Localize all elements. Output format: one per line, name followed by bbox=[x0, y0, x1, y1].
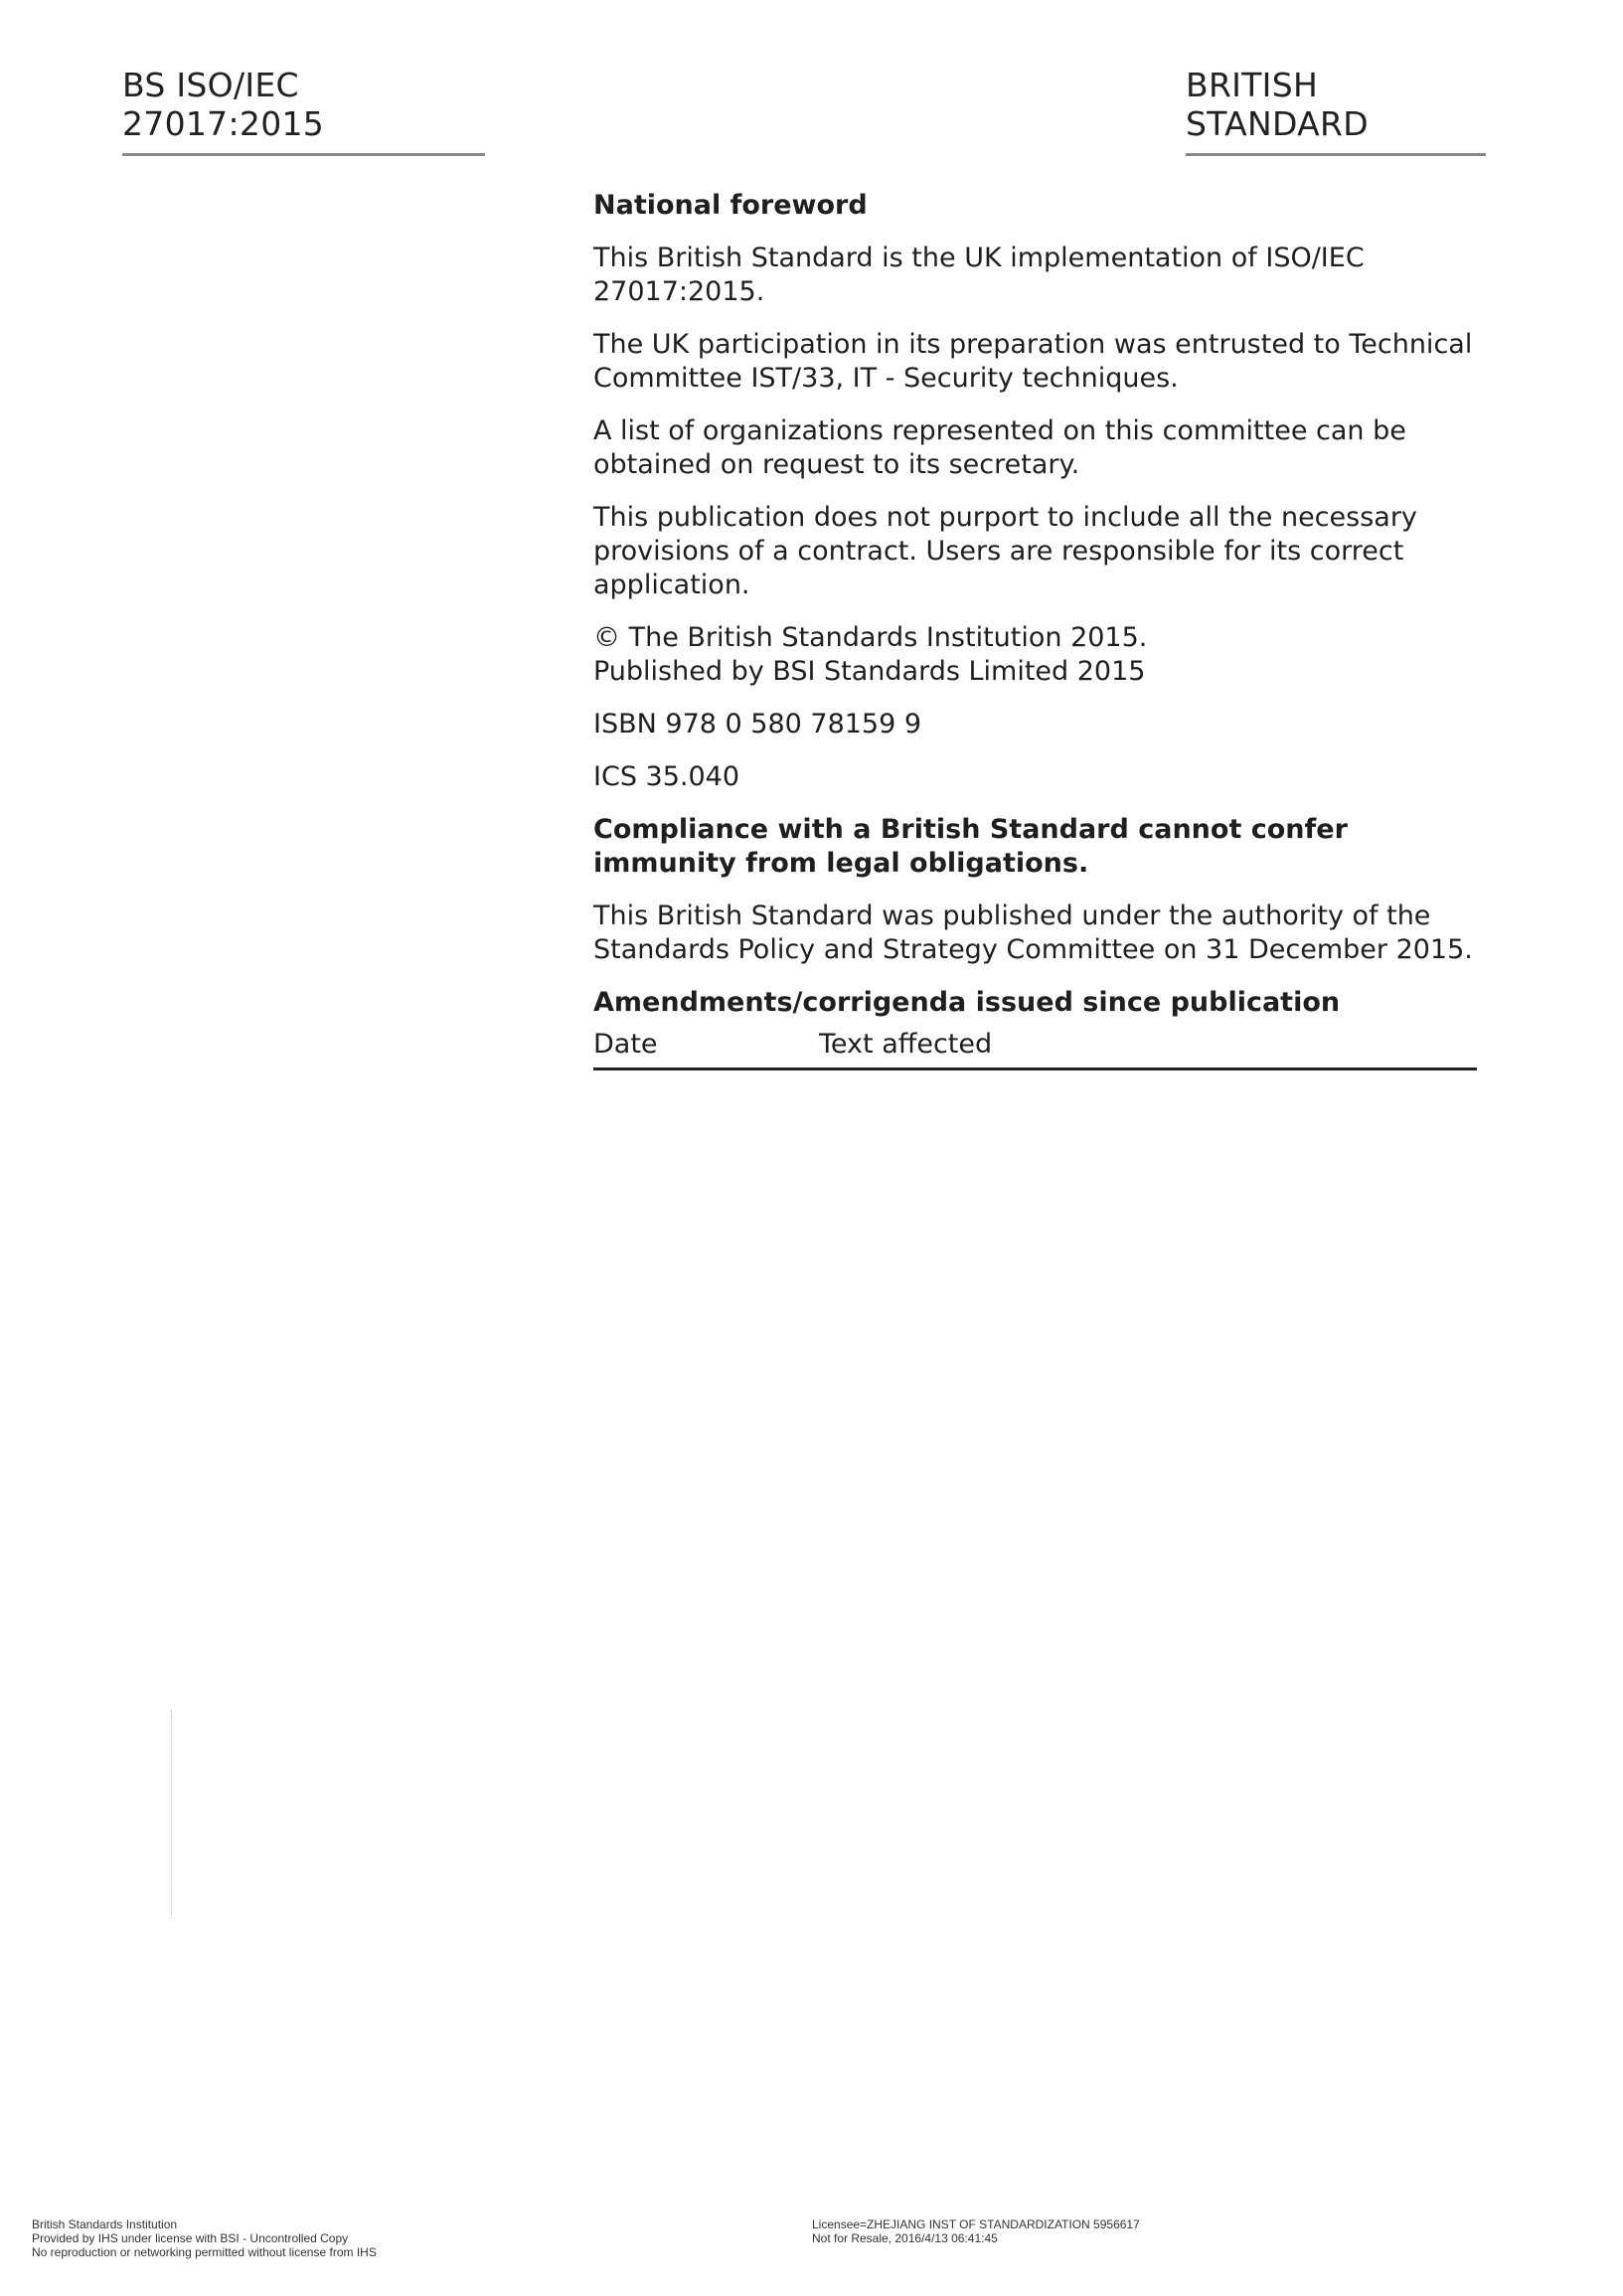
authority-statement: This British Standard was published under the authority of the Standards Policy and Strategy Committee on 31 December 2015. bbox=[593, 901, 1473, 965]
footer-left-line: British Standards Institution bbox=[32, 2217, 178, 2231]
footer-right-line: Licensee=ZHEJIANG INST OF STANDARDIZATION 5956617 bbox=[812, 2217, 1140, 2231]
footer-right-line: Not for Resale, 2016/4/13 06:41:45 bbox=[812, 2231, 998, 2245]
amendments-column-date: Date bbox=[593, 1029, 658, 1060]
footer-left bbox=[32, 2217, 377, 2259]
footer-right bbox=[812, 2217, 1140, 2245]
publisher-line: Published by BSI Standards Limited 2015 bbox=[593, 656, 1146, 687]
foreword-paragraph: The UK participation in its preparation was entrusted to Technical Committee IST/33, IT - Security techniques. bbox=[593, 329, 1473, 394]
margin-scan-marks bbox=[171, 1710, 184, 1918]
foreword-title: National foreword bbox=[593, 190, 868, 221]
compliance-notice: Compliance with a British Standard cannot confer immunity from legal obligations. bbox=[593, 814, 1348, 879]
isbn-line: ISBN 978 0 580 78159 9 bbox=[593, 709, 922, 739]
amendments-table-header bbox=[593, 1028, 1477, 1070]
series-label-header: BRITISH STANDARD bbox=[1186, 66, 1486, 156]
ics-line: ICS 35.040 bbox=[593, 761, 740, 792]
amendments-column-text-affected: Text affected bbox=[819, 1029, 993, 1060]
copyright-block bbox=[593, 621, 1488, 689]
foreword-paragraph: A list of organizations represented on this committee can be obtained on request to its secretary. bbox=[593, 415, 1406, 480]
document-id-header: BS ISO/IEC 27017:2015 bbox=[122, 66, 485, 156]
copyright-line: © The British Standards Institution 2015. bbox=[593, 622, 1148, 653]
amendments-title: Amendments/corrigenda issued since publication bbox=[593, 987, 1341, 1018]
foreword-paragraph: This British Standard is the UK implementation of ISO/IEC 27017:2015. bbox=[593, 243, 1365, 307]
foreword-paragraph: This publication does not purport to include all the necessary provisions of a contract. Users are responsible for its correct application. bbox=[593, 502, 1417, 600]
footer-left-line: Provided by IHS under license with BSI - Uncontrolled Copy bbox=[32, 2231, 349, 2245]
national-foreword-section bbox=[593, 189, 1488, 1070]
footer-left-line: No reproduction or networking permitted without license from IHS bbox=[32, 2245, 377, 2259]
